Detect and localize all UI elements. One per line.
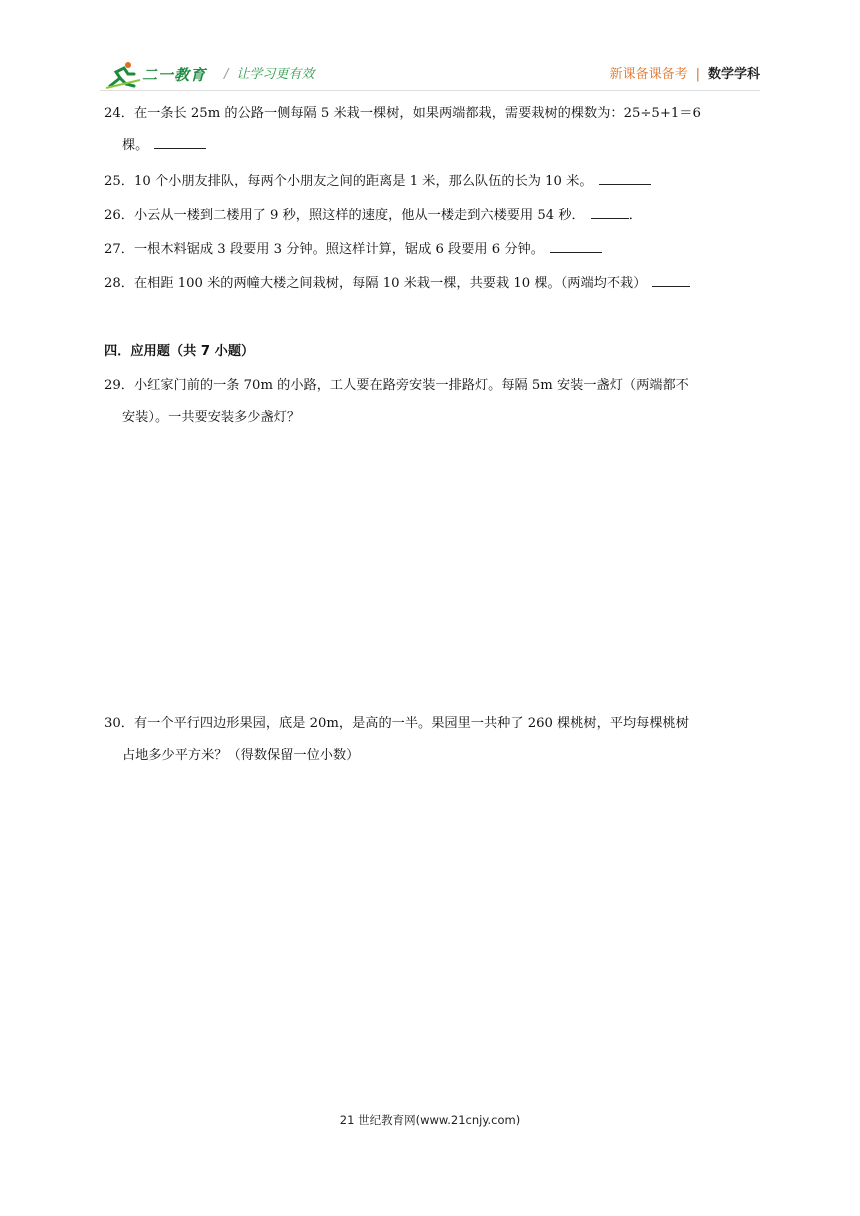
- question-24-line1: 24．在一条长 25m 的公路一侧每隔 5 米栽一棵树，如果两端都栽，需要栽树的棵数为：25÷5+1＝6: [104, 106, 701, 121]
- course-label: 新课备课备考: [609, 67, 688, 82]
- answer-blank-24[interactable]: [154, 136, 206, 149]
- question-25-text: 25．10 个小朋友排队，每两个小朋友之间的距离是 1 米，那么队伍的长为 10 米。: [104, 174, 593, 189]
- question-27-text: 27．一根木料锯成 3 段要用 3 分钟。照这样计算，锯成 6 段要用 6 分钟。: [104, 242, 544, 257]
- question-29: [104, 376, 758, 428]
- question-30: [104, 714, 758, 766]
- question-24: [104, 104, 758, 156]
- page-footer: 21 世纪教育网(www.21cnjy.com): [339, 1113, 521, 1127]
- question-26-text: 26．小云从一楼到二楼用了 9 秒，照这样的速度，他从一楼走到六楼要用 54 秒．: [104, 208, 585, 223]
- question-26-suffix: ．: [628, 208, 642, 223]
- question-30-line2: 占地多少平方米？（得数保留一位小数）: [122, 748, 360, 763]
- answer-blank-28[interactable]: [652, 274, 690, 287]
- question-24-line2: [104, 136, 758, 156]
- question-24-line2-text: 棵。: [122, 138, 149, 153]
- question-27: [104, 240, 758, 260]
- section-4-title: 四．应用题（共 7 小题）: [104, 344, 255, 359]
- slogan-text: 让学习更有效: [236, 67, 315, 82]
- question-26: [104, 206, 758, 226]
- header-right: [610, 63, 760, 82]
- question-28: [104, 274, 758, 294]
- logo-text: 二一教育: [142, 66, 207, 84]
- question-28-text: 28．在相距 100 米的两幢大楼之间栽树，每隔 10 米栽一棵，共要栽 10 棵。（两端均不栽）: [104, 276, 647, 291]
- question-25: [104, 172, 758, 192]
- answer-blank-26[interactable]: [591, 206, 629, 219]
- page-header: [100, 52, 760, 92]
- header-separator: |: [695, 67, 700, 82]
- question-29-line1: 29．小红家门前的一条 70m 的小路，工人要在路旁安装一排路灯。每隔 5m 安装一盏灯（两端都不: [104, 378, 689, 393]
- answer-blank-25[interactable]: [599, 172, 651, 185]
- subject-label: 数学学科: [707, 67, 760, 82]
- question-30-line1: 30．有一个平行四边形果园，底是 20m，是高的一半。果园里一共种了 260 棵桃树，平均每棵桃树: [104, 716, 689, 731]
- question-29-line2: 安装）。一共要安装多少盏灯？: [122, 410, 301, 425]
- answer-blank-27[interactable]: [550, 240, 602, 253]
- header-divider: [100, 90, 760, 91]
- slogan: / 让学习更有效: [224, 67, 315, 82]
